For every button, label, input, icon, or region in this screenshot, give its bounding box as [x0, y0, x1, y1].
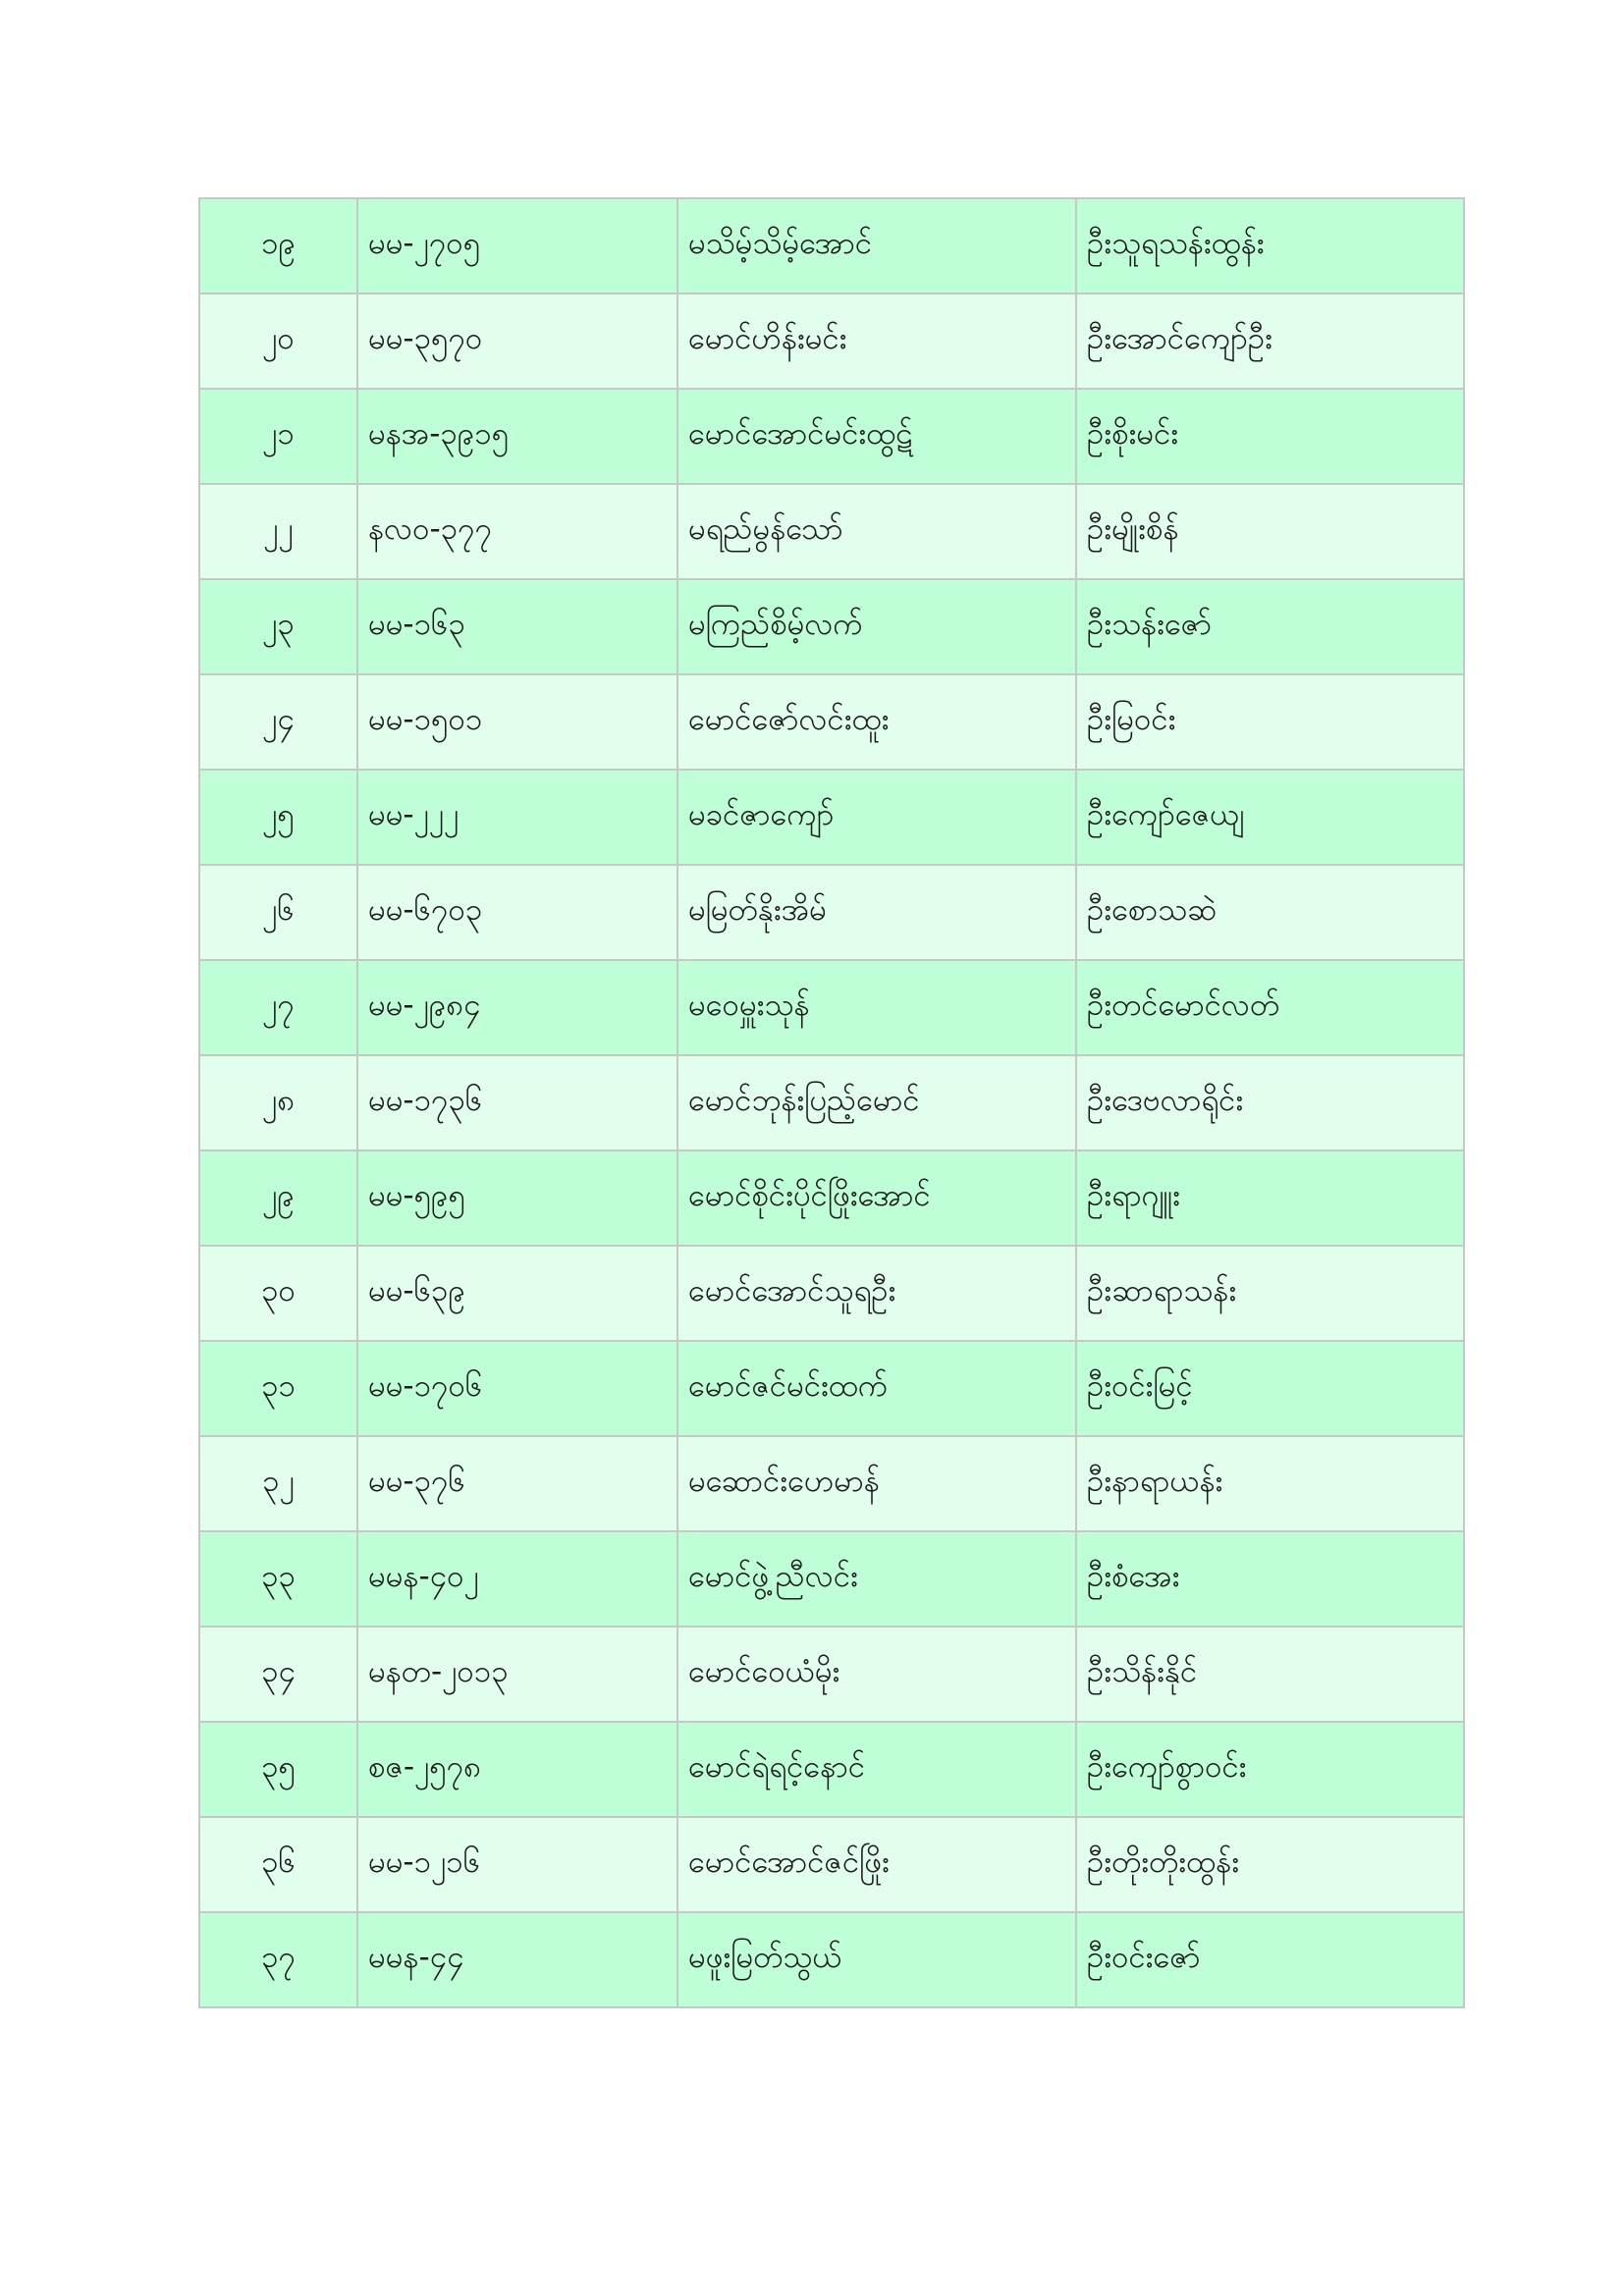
registration-code-cell: မမ-၁၆၃: [357, 579, 677, 674]
table-row: [199, 1150, 1464, 1246]
student-name-cell: မသိမ့်သိမ့်အောင်: [677, 198, 1076, 294]
row-number-cell: ၃၆: [199, 1817, 357, 1912]
father-name-cell: ဦးသိန်းနိုင်: [1076, 1627, 1464, 1722]
table-body: [199, 198, 1464, 2007]
student-name-cell: မဝေမှူးသုန်: [677, 960, 1076, 1055]
father-name-cell: ဦးမြဝင်း: [1076, 674, 1464, 770]
father-name-cell: ဦးစိုးမင်း: [1076, 389, 1464, 484]
table-row: [199, 1531, 1464, 1627]
row-number-cell: ၂၃: [199, 579, 357, 674]
registration-code-cell: စဇ-၂၅၇၈: [357, 1722, 677, 1817]
registration-code-cell: နလဝ-၃၇၇: [357, 484, 677, 579]
row-number-cell: ၃၃: [199, 1531, 357, 1627]
father-name-cell: ဦးစံအေး: [1076, 1531, 1464, 1627]
registration-code-cell: မနအ-၃၉၁၅: [357, 389, 677, 484]
row-number-cell: ၂၅: [199, 770, 357, 865]
table-row: [199, 1341, 1464, 1436]
father-name-cell: ဦးဆာရာသန်း: [1076, 1246, 1464, 1341]
row-number-cell: ၂၂: [199, 484, 357, 579]
table-row: [199, 1912, 1464, 2007]
father-name-cell: ဦးဝင်းမြင့်: [1076, 1341, 1464, 1436]
table-row: [199, 198, 1464, 294]
student-name-cell: မောင်စိုင်းပိုင်ဖြိုးအောင်: [677, 1150, 1076, 1246]
row-number-cell: ၃၇: [199, 1912, 357, 2007]
row-number-cell: ၃၁: [199, 1341, 357, 1436]
student-name-cell: မမြတ်နိုးအိမ်: [677, 865, 1076, 960]
father-name-cell: ဦးတိုးတိုးထွန်း: [1076, 1817, 1464, 1912]
student-name-cell: မောင်ဇင်မင်းထက်: [677, 1341, 1076, 1436]
row-number-cell: ၂၇: [199, 960, 357, 1055]
row-number-cell: ၃၄: [199, 1627, 357, 1722]
registration-code-cell: မနတ-၂၀၁၃: [357, 1627, 677, 1722]
row-number-cell: ၂၄: [199, 674, 357, 770]
registration-code-cell: မမ-၃၅၇၀: [357, 294, 677, 389]
student-name-cell: မောင်ဟိန်းမင်း: [677, 294, 1076, 389]
student-name-cell: မောင်အောင်သူရဦး: [677, 1246, 1076, 1341]
student-name-cell: မခင်ဇာကျော်: [677, 770, 1076, 865]
table-row: [199, 294, 1464, 389]
student-name-cell: မဆောင်းဟေမာန်: [677, 1436, 1076, 1531]
student-name-cell: မဖူးမြတ်သွယ်: [677, 1912, 1076, 2007]
table-row: [199, 579, 1464, 674]
registration-code-cell: မမ-၂၇၀၅: [357, 198, 677, 294]
row-number-cell: ၂၈: [199, 1055, 357, 1150]
student-list-table: [198, 197, 1465, 2008]
student-name-cell: မောင်ဘုန်းပြည့်မောင်: [677, 1055, 1076, 1150]
row-number-cell: ၂၀: [199, 294, 357, 389]
table-row: [199, 674, 1464, 770]
registration-code-cell: မမ-၂၉၈၄: [357, 960, 677, 1055]
registration-code-cell: မမ-၆၃၉: [357, 1246, 677, 1341]
row-number-cell: ၁၉: [199, 198, 357, 294]
student-name-cell: မောင်ဝေယံမိုး: [677, 1627, 1076, 1722]
row-number-cell: ၂၆: [199, 865, 357, 960]
student-name-cell: မောင်ဇော်လင်းထူး: [677, 674, 1076, 770]
row-number-cell: ၂၁: [199, 389, 357, 484]
student-name-cell: မကြည်စိမ့်လက်: [677, 579, 1076, 674]
registration-code-cell: မမ-၅၉၅: [357, 1150, 677, 1246]
table-row: [199, 1246, 1464, 1341]
registration-code-cell: မမ-၁၇၀၆: [357, 1341, 677, 1436]
student-name-cell: မောင်အောင်မင်းထွဋ်: [677, 389, 1076, 484]
student-name-cell: မရည်မွန်သော်: [677, 484, 1076, 579]
father-name-cell: ဦးဝင်းဇော်: [1076, 1912, 1464, 2007]
father-name-cell: ဦးတင်မောင်လတ်: [1076, 960, 1464, 1055]
registration-code-cell: မမ-၃၇၆: [357, 1436, 677, 1531]
table-row: [199, 389, 1464, 484]
student-name-cell: မောင်ဖွဲ့ညီလင်း: [677, 1531, 1076, 1627]
registration-code-cell: မမန-၄၀၂: [357, 1531, 677, 1627]
row-number-cell: ၂၉: [199, 1150, 357, 1246]
table-row: [199, 960, 1464, 1055]
registration-code-cell: မမ-၁၇၃၆: [357, 1055, 677, 1150]
registration-code-cell: မမ-၂၂၂: [357, 770, 677, 865]
table-row: [199, 1817, 1464, 1912]
table-row: [199, 1055, 1464, 1150]
registration-code-cell: မမ-၁၅၀၁: [357, 674, 677, 770]
table-row: [199, 865, 1464, 960]
father-name-cell: ဦးကျော်ဇေယျ: [1076, 770, 1464, 865]
table-row: [199, 1436, 1464, 1531]
row-number-cell: ၃၂: [199, 1436, 357, 1531]
father-name-cell: ဦးနာရာယန်း: [1076, 1436, 1464, 1531]
father-name-cell: ဦးစောသဆဲ: [1076, 865, 1464, 960]
father-name-cell: ဦးမျိုးစိန်: [1076, 484, 1464, 579]
father-name-cell: ဦးဒေဗလာရိုင်း: [1076, 1055, 1464, 1150]
row-number-cell: ၃၀: [199, 1246, 357, 1341]
father-name-cell: ဦးသူရသန်းထွန်း: [1076, 198, 1464, 294]
table-row: [199, 770, 1464, 865]
father-name-cell: ဦးသန်းဇော်: [1076, 579, 1464, 674]
registration-code-cell: မမ-၁၂၁၆: [357, 1817, 677, 1912]
student-name-cell: မောင်ရဲရင့်နောင်: [677, 1722, 1076, 1817]
father-name-cell: ဦးကျော်စွာဝင်း: [1076, 1722, 1464, 1817]
row-number-cell: ၃၅: [199, 1722, 357, 1817]
registration-code-cell: မမန-၄၄: [357, 1912, 677, 2007]
father-name-cell: ဦးအောင်ကျော်ဦး: [1076, 294, 1464, 389]
table-row: [199, 484, 1464, 579]
table-row: [199, 1627, 1464, 1722]
registration-code-cell: မမ-၆၇၀၃: [357, 865, 677, 960]
table-row: [199, 1722, 1464, 1817]
father-name-cell: ဦးရာဂျူး: [1076, 1150, 1464, 1246]
student-name-cell: မောင်အောင်ဇင်ဖြိုး: [677, 1817, 1076, 1912]
